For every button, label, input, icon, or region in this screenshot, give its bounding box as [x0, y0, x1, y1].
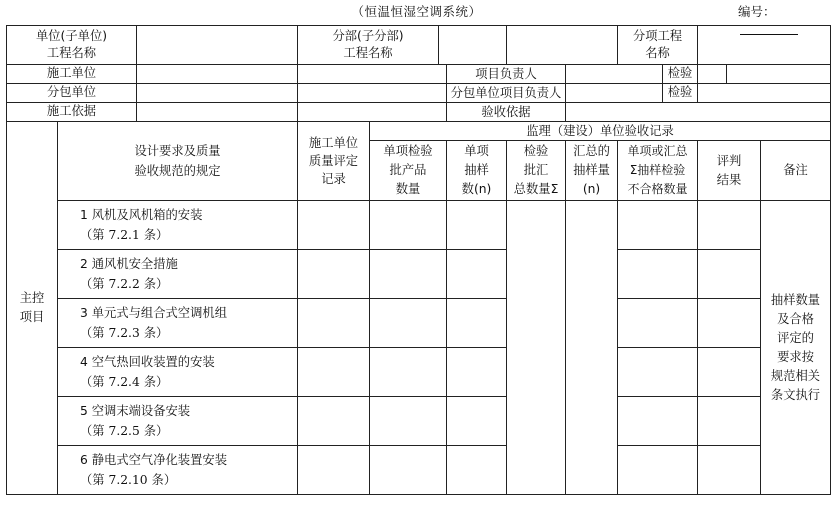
construction-basis-label: 施工依据: [7, 103, 137, 121]
info-row-3: [7, 84, 831, 103]
item-project-value[interactable]: [698, 26, 831, 65]
construction-basis-value[interactable]: [137, 103, 297, 121]
item-name: 2 通风机安全措施: [80, 257, 178, 271]
sample-count-cell[interactable]: [447, 348, 507, 397]
nonconforming-cell[interactable]: [618, 348, 698, 397]
construction-unit-value-2[interactable]: [298, 65, 447, 84]
sample-count-header: 单项 抽样 数(n): [447, 141, 507, 201]
batch-quantity-cell[interactable]: [370, 299, 447, 348]
batch-quantity-header: 单项检验 批产品 数量: [370, 141, 447, 201]
inspection-record-table: [6, 25, 831, 495]
batch-capacity-value[interactable]: [727, 65, 830, 83]
sample-count-cell[interactable]: [447, 446, 507, 495]
item-clause: （第 7.2.5 条）: [80, 424, 169, 438]
judgement-cell[interactable]: [698, 446, 761, 495]
info-row-4: [7, 103, 831, 122]
supervision-record-header: 监理（建设）单位验收记录: [370, 122, 831, 141]
sample-count-cell[interactable]: [447, 397, 507, 446]
nonconforming-cell[interactable]: [618, 299, 698, 348]
item-project-label: 分项工程 名称: [618, 26, 698, 65]
construction-unit-value[interactable]: [137, 65, 297, 83]
main-control-section-label: 主控 项目: [7, 122, 58, 495]
item-name: 4 空气热回收装置的安装: [80, 355, 215, 369]
subcontract-unit-value-2[interactable]: [298, 84, 447, 103]
item-spec: [58, 299, 298, 348]
self-check-cell[interactable]: [298, 250, 370, 299]
sample-count-cell[interactable]: [447, 201, 507, 250]
acceptance-basis-label: 验收依据: [447, 103, 566, 122]
header-row-1: [7, 122, 831, 141]
item-clause: （第 7.2.2 条）: [80, 277, 169, 291]
judgement-cell[interactable]: [698, 348, 761, 397]
total-sample-cell[interactable]: [566, 201, 618, 495]
item-row: [7, 201, 831, 250]
remark-cell: 抽样数量 及合格 评定的 要求按 规范相关 条文执行: [761, 201, 831, 495]
item-name: 1 风机及风机箱的安装: [80, 208, 203, 222]
item-spec: [58, 201, 298, 250]
self-check-cell[interactable]: [298, 446, 370, 495]
judgement-cell[interactable]: [698, 250, 761, 299]
item-clause: （第 7.2.4 条）: [80, 375, 169, 389]
construction-unit-label: 施工单位: [7, 65, 137, 83]
sample-count-cell[interactable]: [447, 299, 507, 348]
item-row: [7, 348, 831, 397]
nonconforming-cell[interactable]: [618, 250, 698, 299]
batch-capacity-label: 检验: [667, 66, 693, 80]
item-spec: [58, 250, 298, 299]
construction-basis-value-2[interactable]: [298, 103, 447, 122]
judgement-cell[interactable]: [698, 397, 761, 446]
batch-location-value[interactable]: [698, 84, 831, 103]
spec-column-header: 设计要求及质量 验收规范的规定: [58, 122, 298, 201]
nonconforming-cell[interactable]: [618, 397, 698, 446]
item-row: [7, 397, 831, 446]
remark-header: 备注: [761, 141, 831, 201]
serial-number-label: 编号：: [738, 4, 776, 19]
subcontract-manager-label: 分包单位项目负责人: [447, 84, 566, 103]
self-check-column-header: 施工单位 质量评定 记录: [298, 122, 370, 201]
subunit-name-label: 分部(子分部) 工程名称: [298, 26, 439, 64]
batch-total-cell[interactable]: [507, 201, 566, 495]
item-row: [7, 250, 831, 299]
item-name: 6 静电式空气净化装置安装: [80, 453, 227, 467]
batch-quantity-cell[interactable]: [370, 397, 447, 446]
subcontract-unit-label: 分包单位: [7, 84, 137, 102]
self-check-cell[interactable]: [298, 397, 370, 446]
batch-total-header: 检验 批汇 总数量Σ: [507, 141, 566, 201]
subcontract-unit-value[interactable]: [137, 84, 297, 102]
info-row-1: [7, 26, 831, 65]
item-row: [7, 446, 831, 495]
acceptance-basis-value[interactable]: [566, 103, 831, 122]
info-row-2: [7, 65, 831, 84]
batch-quantity-cell[interactable]: [370, 250, 447, 299]
item-spec: [58, 348, 298, 397]
unit-name-value[interactable]: [137, 26, 297, 64]
nonconforming-cell[interactable]: [618, 201, 698, 250]
subunit-name-value[interactable]: [439, 26, 506, 64]
total-sample-header: 汇总的 抽样量 (n): [566, 141, 618, 201]
item-row: [7, 299, 831, 348]
project-manager-label: 项目负责人: [447, 65, 566, 84]
item-name: 3 单元式与组合式空调机组: [80, 306, 227, 320]
item-name: 5 空调末端设备安装: [80, 404, 191, 418]
item-spec: [58, 446, 298, 495]
batch-quantity-cell[interactable]: [370, 446, 447, 495]
subunit-name-value-2[interactable]: [507, 26, 618, 65]
sample-count-cell[interactable]: [447, 250, 507, 299]
self-check-cell[interactable]: [298, 201, 370, 250]
item-clause: （第 7.2.1 条）: [80, 228, 169, 242]
batch-quantity-cell[interactable]: [370, 348, 447, 397]
subcontract-manager-value[interactable]: [566, 84, 663, 102]
item-spec: [58, 397, 298, 446]
unit-name-label: 单位(子单位) 工程名称: [7, 26, 137, 64]
self-check-cell[interactable]: [298, 299, 370, 348]
nonconforming-count-header: 单项或汇总 Σ抽样检验 不合格数量: [618, 141, 698, 201]
form-subtitle: （恒温恒湿空调系统）: [351, 4, 482, 19]
item-clause: （第 7.2.10 条）: [80, 473, 177, 487]
nonconforming-cell[interactable]: [618, 446, 698, 495]
judgement-cell[interactable]: [698, 299, 761, 348]
self-check-cell[interactable]: [298, 348, 370, 397]
judgement-result-header: 评判 结果: [698, 141, 761, 201]
batch-quantity-cell[interactable]: [370, 201, 447, 250]
batch-location-label: 检验: [667, 85, 693, 99]
judgement-cell[interactable]: [698, 201, 761, 250]
item-clause: （第 7.2.3 条）: [80, 326, 169, 340]
project-manager-value[interactable]: [566, 65, 663, 83]
